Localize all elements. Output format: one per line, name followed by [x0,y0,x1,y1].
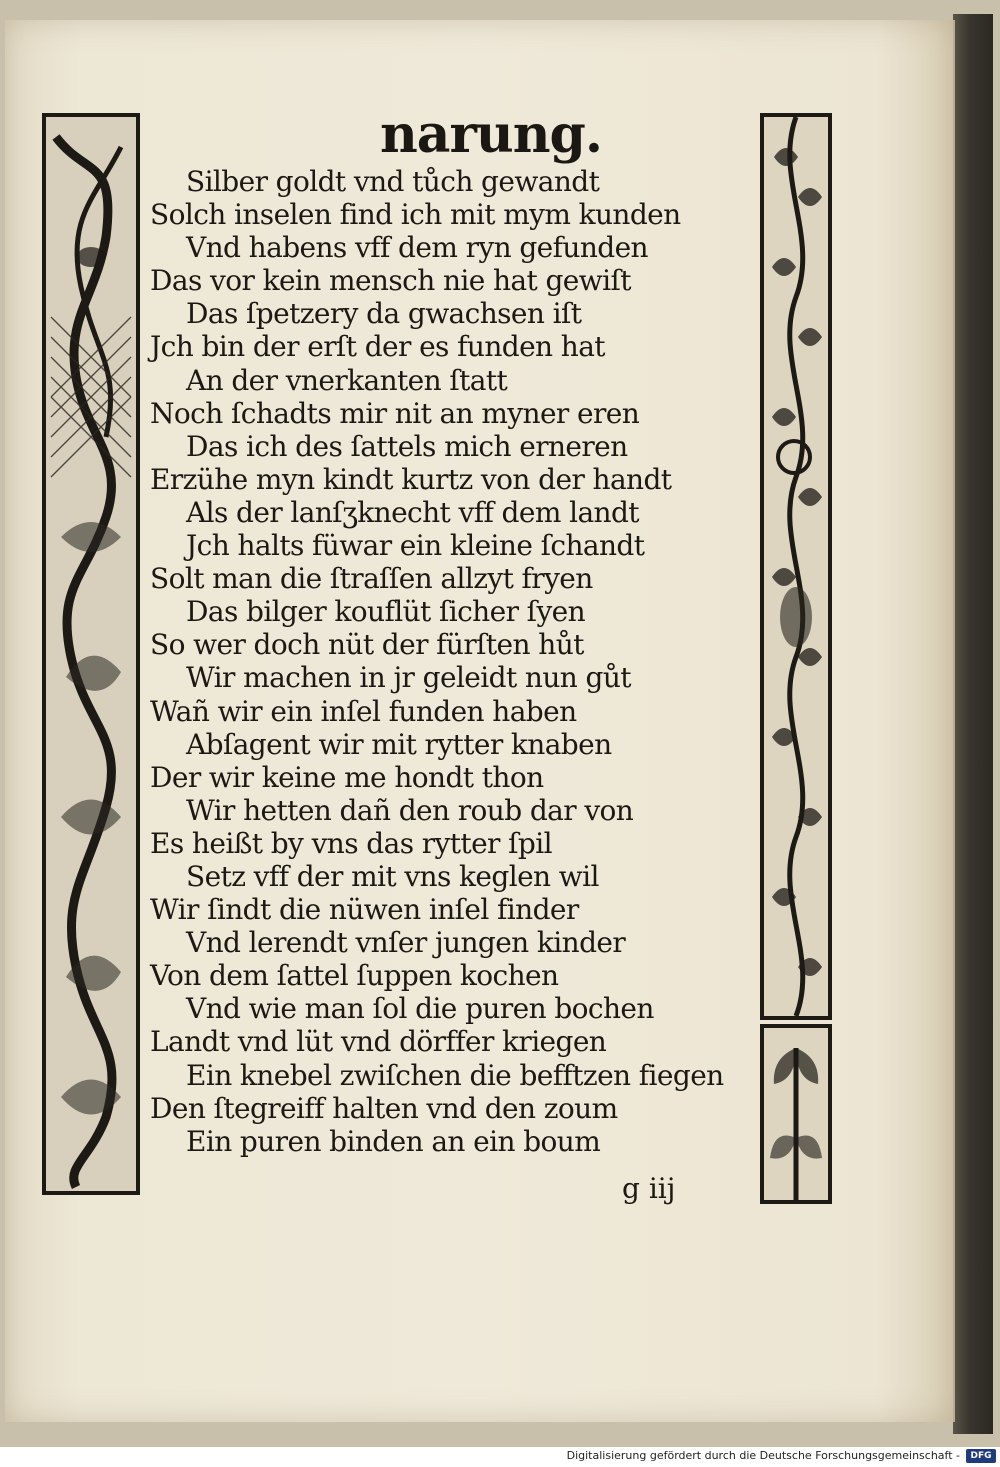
verse-line: Erzühe myn kindt kurtz von der handt [150,462,672,496]
verse-line: Jch bin der erſt der es funden hat [150,330,605,364]
verse-line: Das vor kein mensch nie hat gewiſt [150,264,631,298]
verse-line: Noch ſchadts mir nit an myner eren [150,396,640,430]
verse-line: Wir machen in jr geleidt nun gůt [186,661,631,695]
verse-line: Das bilger kouflüt ſicher ſyen [186,595,586,629]
woodcut-border-right-bottom [760,1024,832,1204]
verse-list [150,165,750,1158]
verse-line: Solch inselen find ich mit mym kunden [150,198,681,232]
verse-line: Ein puren binden an ein boum [186,1124,601,1158]
running-heading: narung. [380,104,602,165]
funding-credit: Digitalisierung gefördert durch die Deutsche Forschungsgemeinschaft - [566,1449,960,1462]
verse-line: Als der lanſʒknecht vff dem landt [186,495,639,529]
signature-mark: g iij [622,1172,676,1205]
verse-line: Es heißt by vns das rytter ſpil [150,826,552,860]
verse-line: Setz vff der mit vns keglen wil [186,859,599,893]
dfg-logo: DFG [966,1449,996,1463]
verse-line: Ein knebel zwiſchen die befftzen fiegen [186,1058,724,1092]
verse-line: Wir ſindt die nüwen inſel finder [150,893,579,927]
book-edge [953,14,993,1434]
verse-line: Den ſtegreiff halten vnd den zoum [150,1091,618,1125]
verse-line: Wir hetten dañ den roub dar von [186,793,634,827]
verse-line: Das ſpetzery da gwachsen iſt [186,297,582,331]
woodcut-border-left [42,113,140,1195]
verse-line: So wer doch nüt der fürſten hůt [150,628,584,662]
verse-line: Silber goldt vnd tůch gewandt [186,165,600,198]
verse-line: Wañ wir ein inſel funden haben [150,694,577,728]
verse-line: Vnd wie man ſol die puren bochen [186,992,654,1026]
woodcut-border-right-top [760,113,832,1020]
verse-line: Solt man die ſtraſſen allzyt fryen [150,562,593,596]
verse-line: Von dem ſattel ſuppen kochen [150,959,559,993]
verse-line: Vnd habens vff dem ryn gefunden [186,231,648,265]
verse-line: An der vnerkanten ſtatt [186,363,508,397]
digitization-footer [0,1447,1000,1467]
verse-line: Abſagent wir mit rytter knaben [186,727,612,761]
verse-line: Vnd lerendt vnſer jungen kinder [186,926,626,960]
verse-line: Landt vnd lüt vnd dörffer kriegen [150,1025,607,1059]
verse-line: Der wir keine me hondt thon [150,760,544,794]
verse-line: Das ich des ſattels mich erneren [186,429,628,463]
verse-line: Jch halts füwar ein kleine ſchandt [186,529,645,563]
